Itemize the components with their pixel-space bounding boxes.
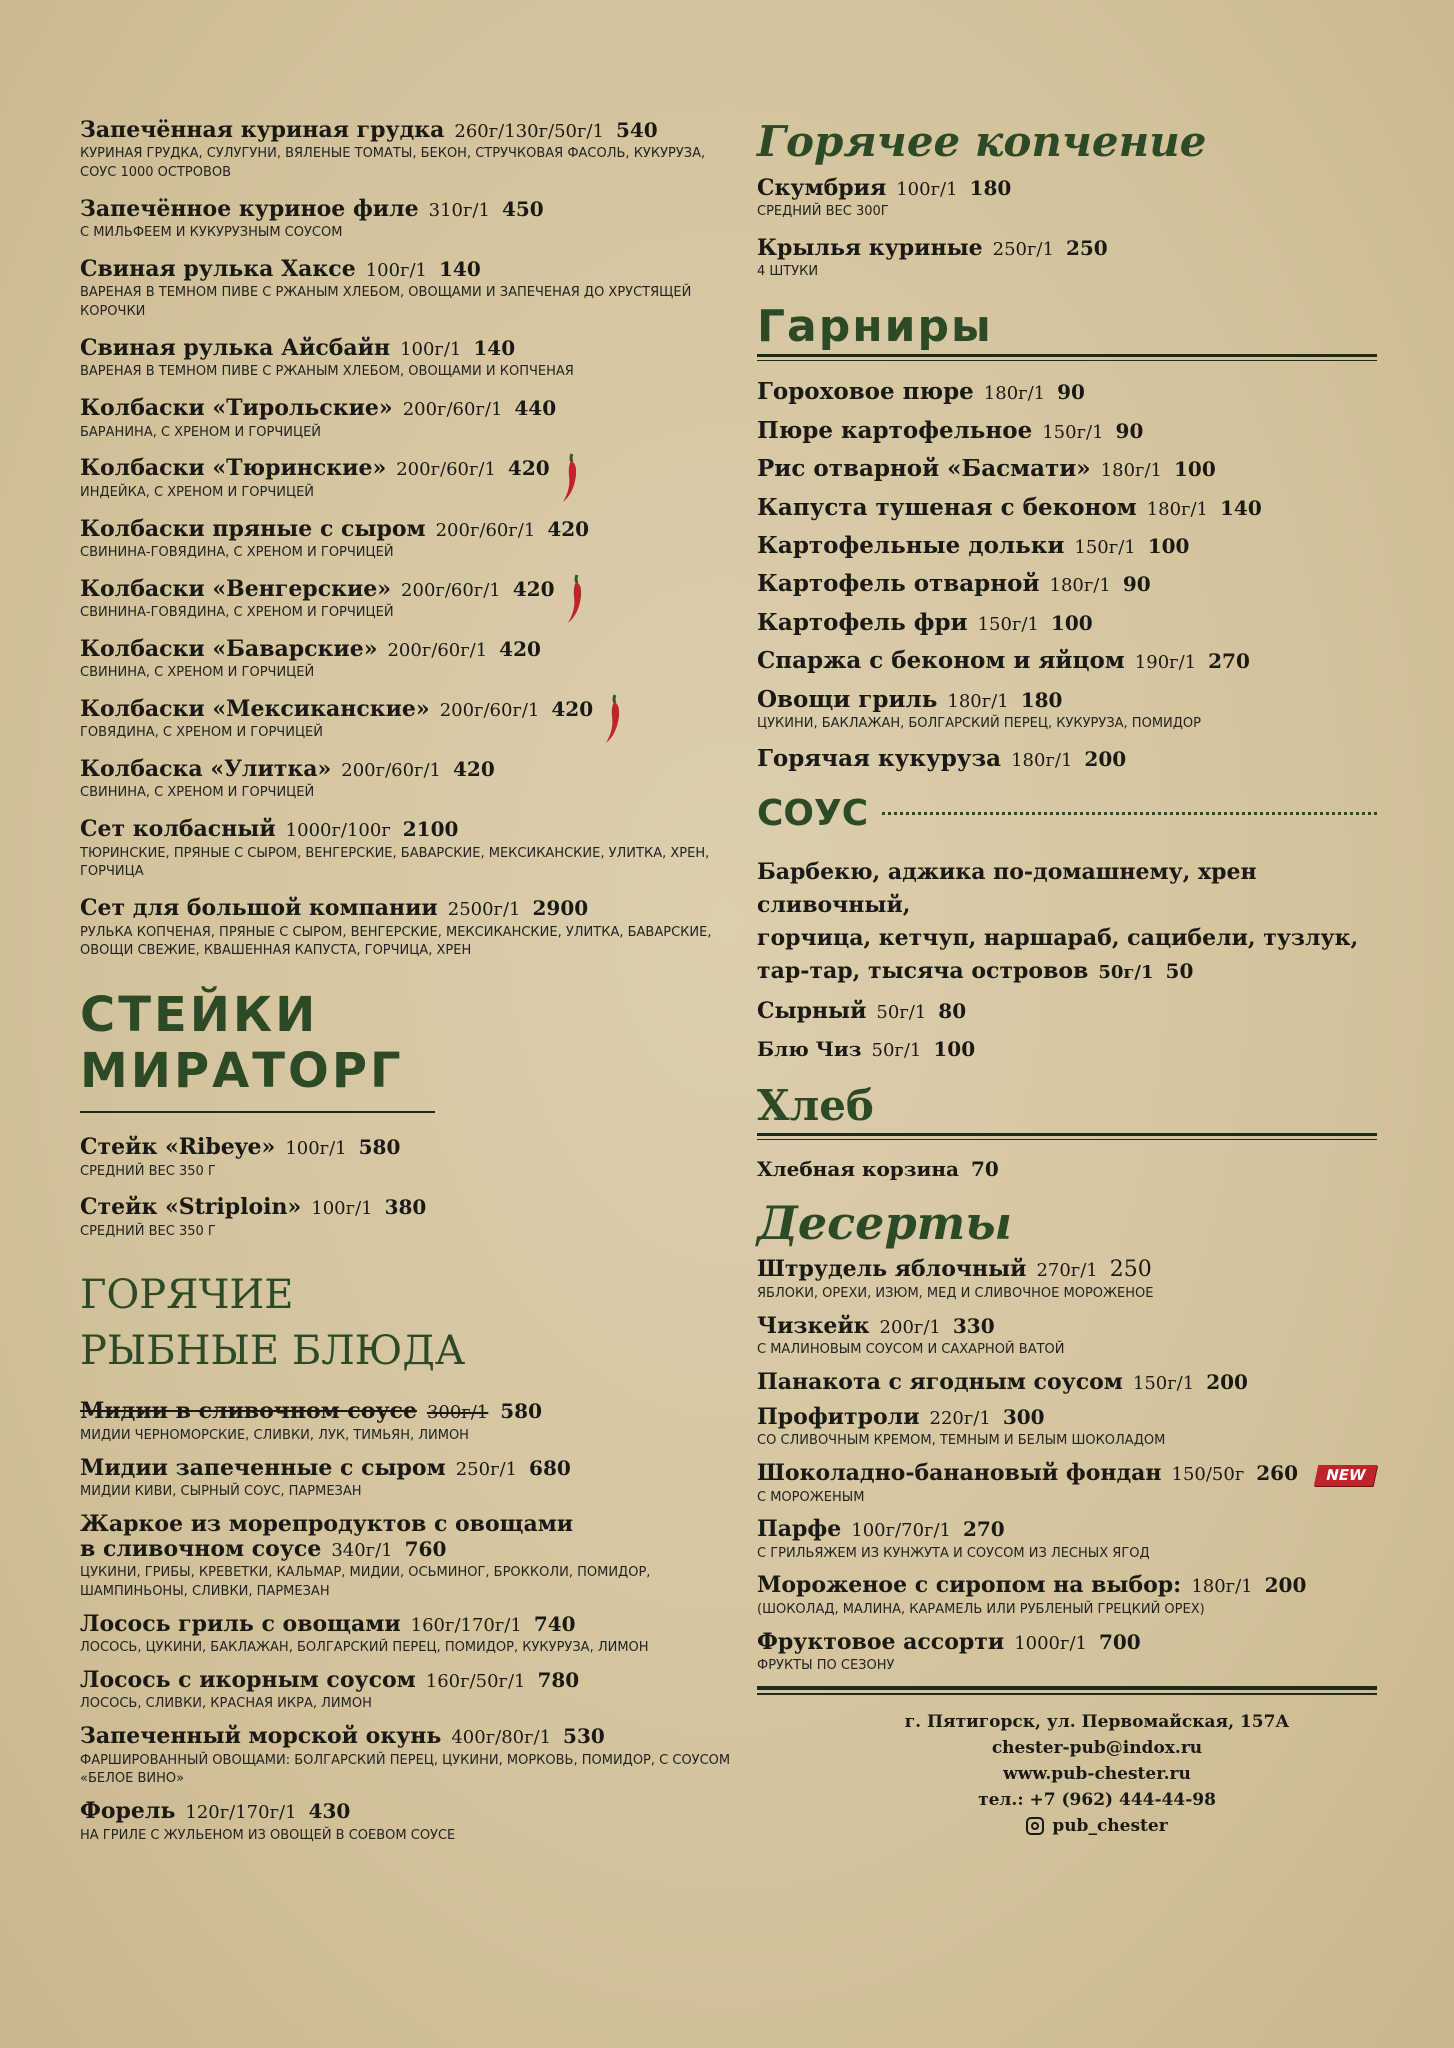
menu-item <box>80 757 740 803</box>
item-description: СРЕДНИЙ ВЕС 350 Г <box>80 1223 216 1239</box>
item-price: 300 <box>1002 1405 1045 1430</box>
chili-pepper-icon <box>603 693 623 745</box>
item-name: Лосось с икорным соусом <box>80 1667 416 1694</box>
sauce-list-line: Барбекю, аджика по-домашнему, хрен сливочный, <box>757 858 1257 918</box>
item-weight: 150г/1 <box>977 613 1039 635</box>
section-divider <box>757 354 1377 361</box>
item-name: Стейк «Striploin» <box>80 1194 302 1221</box>
item-price: 580 <box>358 1135 401 1160</box>
item-description: КУРИНАЯ ГРУДКА, СУЛУГУНИ, ВЯЛЕНЫЕ ТОМАТЫ, БЕКОН, СТРУЧКОВАЯ ФАСОЛЬ, КУКУРУЗА, СОУС 1000 ОСТРОВОВ <box>80 146 706 181</box>
website-link[interactable]: www.pub-chester.ru <box>1003 1763 1191 1784</box>
item-weight: 2500г/1 <box>447 899 521 921</box>
section-title-garnish: Гарниры <box>757 301 993 353</box>
chili-pepper-icon <box>560 452 580 504</box>
item-price: 100 <box>933 1036 976 1061</box>
item-weight: 100г/70г/1 <box>851 1520 951 1542</box>
item-price: 260 <box>1256 1461 1299 1486</box>
item-name: Свиная рулька Хаксе <box>80 256 356 283</box>
contact-footer <box>757 1709 1377 1839</box>
item-weight: 200г/60г/1 <box>401 579 501 601</box>
item-weight: 50г/1 <box>876 1001 927 1023</box>
item-description: МИДИИ ЧЕРНОМОРСКИЕ, СЛИВКИ, ЛУК, ТИМЬЯН, ЛИМОН <box>80 1427 469 1443</box>
menu-item <box>80 1799 740 1845</box>
item-name: Панакота с ягодным соусом <box>757 1368 1123 1395</box>
menu-item <box>757 236 1377 282</box>
section-title-line: СТЕЙКИ <box>80 987 319 1044</box>
menu-item <box>80 1724 740 1789</box>
menu-item <box>757 648 1377 674</box>
item-price: 380 <box>384 1195 427 1220</box>
item-weight: 160г/50г/1 <box>425 1671 526 1693</box>
sauce-list-line: горчица, кетчуп, наршараб, сацибели, тузлук, <box>757 924 1359 951</box>
item-name: Колбаска «Улитка» <box>80 756 332 783</box>
item-name: Колбаски «Тирольские» <box>80 395 393 422</box>
item-description: ЦУКИНИ, ГРИБЫ, КРЕВЕТКИ, КАЛЬМАР, МИДИИ, ОСЬМИНОГ, БРОККОЛИ, ПОМИДОР, ШАМПИНЬОНЫ, СЛИВКИ, ПАРМЕЗАН <box>80 1565 651 1600</box>
menu-item <box>80 396 740 442</box>
sauce-list-line: тар-тар, тысяча островов <box>757 957 1089 984</box>
section-divider <box>757 1133 1377 1140</box>
item-name: Колбаски «Баварские» <box>80 635 378 662</box>
item-name: Чизкейк <box>757 1312 870 1339</box>
item-description: ИНДЕЙКА, С ХРЕНОМ И ГОРЧИЦЕЙ <box>80 484 315 500</box>
item-weight: 50г/1 <box>871 1039 922 1061</box>
item-name: Скумбрия <box>757 175 887 201</box>
menu-item <box>80 817 740 882</box>
item-price: 100 <box>1050 610 1093 635</box>
item-weight: 180г/1 <box>1011 750 1073 772</box>
menu-item <box>757 533 1377 559</box>
item-weight: 150г/1 <box>1074 537 1136 559</box>
item-price: 330 <box>952 1313 995 1338</box>
menu-item <box>757 746 1377 772</box>
item-description: ЯБЛОКИ, ОРЕХИ, ИЗЮМ, МЕД И СЛИВОЧНОЕ МОРОЖЕНОЕ <box>757 1285 1154 1301</box>
menu-item <box>80 118 740 183</box>
address: г. Пятигорск, ул. Первомайская, 157А <box>904 1711 1290 1732</box>
item-weight: 180г/1 <box>1146 498 1209 520</box>
menu-item <box>757 1630 1377 1676</box>
menu-item <box>80 1135 740 1181</box>
item-name: Шоколадно-банановый фондан <box>757 1460 1162 1487</box>
item-price: 420 <box>551 696 594 721</box>
item-weight: 50г/1 <box>1098 961 1154 983</box>
item-description: ВАРЕНАЯ В ТЕМНОМ ПИВЕ С РЖАНЫМ ХЛЕБОМ, ОВОЩАМИ И ЗАПЕЧЕНАЯ ДО ХРУСТЯЩЕЙ КОРОЧКИ <box>80 285 692 320</box>
section-title-text: СОУС <box>757 792 869 834</box>
item-price: 250 <box>1109 1257 1152 1283</box>
item-name: Спаржа с беконом и яйцом <box>757 647 1125 675</box>
item-weight: 270г/1 <box>1036 1260 1098 1282</box>
item-weight: 1000г/1 <box>1014 1632 1087 1654</box>
item-price: 580 <box>500 1399 543 1424</box>
item-weight: 180г/1 <box>1049 575 1111 597</box>
item-weight: 200г/60г/1 <box>387 639 488 661</box>
item-price: 780 <box>537 1668 580 1693</box>
item-price: 50 <box>1165 958 1194 983</box>
menu-item <box>80 1399 740 1445</box>
dotted-leader <box>882 812 1377 815</box>
item-description: СВИНИНА-ГОВЯДИНА, С ХРЕНОМ И ГОРЧИЦЕЙ <box>80 544 394 560</box>
menu-item <box>757 176 1377 222</box>
smoked-section <box>757 116 1377 282</box>
section-title-smoked: Горячее копчение <box>757 117 1207 166</box>
item-name: Хлебная корзина <box>757 1157 959 1182</box>
item-weight: 200г/60г/1 <box>396 459 496 481</box>
item-price: 540 <box>615 118 658 142</box>
item-description: ВАРЕНАЯ В ТЕМНОМ ПИВЕ С РЖАНЫМ ХЛЕБОМ, ОВОЩАМИ И КОПЧЕНАЯ <box>80 364 574 380</box>
item-name: Колбаски «Тюринские» <box>80 455 387 482</box>
item-weight: 190г/1 <box>1134 652 1197 674</box>
item-name: Капуста тушеная с беконом <box>757 493 1137 521</box>
item-price: 420 <box>452 757 495 782</box>
item-weight: 310г/1 <box>428 199 490 221</box>
item-weight: 160г/170г/1 <box>410 1615 522 1637</box>
menu-item <box>80 577 740 623</box>
steaks-section <box>80 987 740 1241</box>
item-description: ФРУКТЫ ПО СЕЗОНУ <box>757 1657 895 1673</box>
item-price: 700 <box>1098 1629 1141 1654</box>
item-weight: 250г/1 <box>455 1458 518 1480</box>
item-price: 420 <box>547 516 590 541</box>
item-name: Мидии запеченные с сыром <box>80 1454 446 1481</box>
menu-item <box>757 687 1377 734</box>
menu-item <box>757 610 1377 636</box>
item-price: 140 <box>1220 495 1262 520</box>
menu-item <box>757 1158 1377 1181</box>
item-name: Стейк «Ribeye» <box>80 1134 276 1161</box>
menu-item <box>757 418 1377 444</box>
item-price: 90 <box>1122 572 1151 597</box>
item-price: 200 <box>1084 747 1127 772</box>
left-column <box>80 118 740 1859</box>
item-name: Свиная рулька Айсбайн <box>80 335 391 362</box>
item-description: СО СЛИВОЧНЫМ КРЕМОМ, ТЕМНЫМ И БЕЛЫМ ШОКОЛАДОМ <box>757 1433 1166 1449</box>
item-price: 760 <box>404 1537 447 1562</box>
item-description: СВИНИНА, С ХРЕНОМ И ГОРЧИЦЕЙ <box>80 785 315 801</box>
item-weight: 100г/1 <box>365 260 428 282</box>
item-description: ФАРШИРОВАННЫЙ ОВОЩАМИ: БОЛГАРСКИЙ ПЕРЕЦ, ЦУКИНИ, МОРКОВЬ, ПОМИДОР, С СОУСОМ «БЕЛОЕ ВИНО» <box>80 1752 731 1787</box>
right-column <box>757 116 1377 1839</box>
menu-item <box>80 517 740 563</box>
item-price: 270 <box>1208 649 1250 674</box>
item-description: ЛОСОСЬ, СЛИВКИ, КРАСНАЯ ИКРА, ЛИМОН <box>80 1696 372 1712</box>
menu-item <box>80 456 740 502</box>
item-name: Лосось гриль с овощами <box>80 1611 401 1638</box>
item-description: ЛОСОСЬ, ЦУКИНИ, БАКЛАЖАН, БОЛГАРСКИЙ ПЕРЕЦ, ПОМИДОР, КУКУРУЗА, ЛИМОН <box>80 1640 649 1656</box>
item-weight: 340г/1 <box>331 1540 393 1562</box>
item-description: СВИНИНА-ГОВЯДИНА, С ХРЕНОМ И ГОРЧИЦЕЙ <box>80 604 394 620</box>
item-weight: 250г/1 <box>992 239 1054 261</box>
item-weight: 220г/1 <box>929 1408 991 1430</box>
item-name: Пюре картофельное <box>757 416 1033 444</box>
section-title-line: РЫБНЫЕ БЛЮДА <box>80 1328 466 1375</box>
item-name: в сливочном соусе <box>80 1536 322 1563</box>
menu-item <box>757 1461 1377 1507</box>
item-price: 200 <box>1206 1369 1248 1394</box>
fish-section <box>80 1267 740 1845</box>
item-weight: 180г/1 <box>1100 460 1162 482</box>
menu-item <box>80 257 740 322</box>
item-name: Запечённая куриная грудка <box>80 117 445 143</box>
menu-item <box>757 999 1377 1024</box>
item-name: Сет колбасный <box>80 816 276 843</box>
section-title-bread: Хлеб <box>757 1081 874 1131</box>
menu-item <box>757 1573 1377 1619</box>
item-weight: 180г/1 <box>1191 1576 1253 1598</box>
item-description: СРЕДНИЙ ВЕС 350 Г <box>80 1163 216 1179</box>
menu-item <box>757 1405 1377 1451</box>
garnish-section <box>757 302 1377 772</box>
item-price: 740 <box>533 1612 576 1637</box>
item-name: Рис отварной «Басмати» <box>757 455 1091 483</box>
section-title-line: МИРАТОРГ <box>80 1043 404 1100</box>
item-price: 420 <box>499 636 541 661</box>
item-weight: 200г/60г/1 <box>402 399 503 421</box>
section-title-sauce <box>757 793 1377 834</box>
item-name: Блю Чиз <box>757 1036 862 1061</box>
item-weight: 200г/60г/1 <box>341 760 441 782</box>
menu-item <box>80 1668 740 1714</box>
item-name: Горячая кукуруза <box>757 745 1002 773</box>
item-name: Овощи гриль <box>757 685 938 713</box>
item-price: 530 <box>563 1724 605 1749</box>
item-name: Мороженое с сиропом на выбор: <box>757 1572 1182 1599</box>
item-price: 430 <box>308 1799 351 1824</box>
item-name: Картофель отварной <box>757 570 1040 598</box>
item-name: Сет для большой компании <box>80 895 438 922</box>
item-description: МИДИИ КИВИ, СЫРНЫЙ СОУС, ПАРМЕЗАН <box>80 1483 362 1499</box>
item-price: 450 <box>501 196 544 221</box>
menu-item <box>757 571 1377 597</box>
menu-item <box>80 336 740 382</box>
item-description: (ШОКОЛАД, МАЛИНА, КАРАМЕЛЬ ИЛИ РУБЛЕНЫЙ ГРЕЦКИЙ ОРЕХ) <box>757 1601 1205 1617</box>
item-description: ЦУКИНИ, БАКЛАЖАН, БОЛГАРСКИЙ ПЕРЕЦ, КУКУРУЗА, ПОМИДОР <box>757 716 1201 732</box>
item-description: РУЛЬКА КОПЧЕНАЯ, ПРЯНЫЕ С СЫРОМ, ВЕНГЕРСКИЕ, МЕКСИКАНСКИЕ, УЛИТКА, БАВАРСКИЕ, ОВОЩИ СВЕЖИЕ, КВАШЕННАЯ КАПУСТА, ГОРЧИЦА, ХРЕН <box>80 924 712 959</box>
section-title-fish <box>80 1267 740 1379</box>
menu-item <box>757 379 1377 405</box>
item-description: С МАЛИНОВЫМ СОУСОМ И САХАРНОЙ ВАТОЙ <box>757 1341 1065 1357</box>
menu-item <box>757 1314 1377 1360</box>
menu-item <box>757 1370 1377 1395</box>
item-name: Сырный <box>757 997 867 1024</box>
section-divider <box>80 1111 435 1113</box>
item-weight: 180г/1 <box>947 690 1009 712</box>
item-description: СВИНИНА, С ХРЕНОМ И ГОРЧИЦЕЙ <box>80 665 315 681</box>
item-weight: 150г/1 <box>1042 421 1104 443</box>
item-name: Картофельные дольки <box>757 532 1065 560</box>
menu-item <box>80 1456 740 1502</box>
item-name: Форель <box>80 1798 176 1825</box>
item-weight: 150/50г <box>1171 1464 1245 1486</box>
item-description: ГОВЯДИНА, С ХРЕНОМ И ГОРЧИЦЕЙ <box>80 725 323 741</box>
menu-item <box>80 697 740 743</box>
item-weight: 1000г/100г <box>285 820 391 842</box>
item-weight: 200г/1 <box>879 1316 941 1338</box>
item-description: С ГРИЛЬЯЖЕМ ИЗ КУНЖУТА И СОУСОМ ИЗ ЛЕСНЫХ ЯГОД <box>757 1545 1150 1561</box>
item-description: СРЕДНИЙ ВЕС 300Г <box>757 204 889 220</box>
item-weight: 200г/60г/1 <box>439 699 540 721</box>
item-name: Запечённое куриное филе <box>80 195 419 222</box>
item-name: Гороховое пюре <box>757 378 974 406</box>
item-price: 90 <box>1115 418 1144 443</box>
item-name: Крылья куриные <box>757 235 983 262</box>
item-name: Колбаски «Венгерские» <box>80 575 392 602</box>
item-price: 200 <box>1264 1573 1307 1598</box>
menu-item <box>757 456 1377 482</box>
item-weight: 400г/80г/1 <box>451 1727 552 1749</box>
item-weight: 300г/1 <box>426 1402 489 1424</box>
menu-item <box>80 637 740 683</box>
item-name: Колбаски пряные с сыром <box>80 515 426 542</box>
bread-section <box>757 1081 1377 1181</box>
item-price: 180 <box>969 176 1012 200</box>
item-name: Фруктовое ассорти <box>757 1628 1005 1655</box>
item-weight: 260г/130г/50г/1 <box>454 121 604 142</box>
item-description: ТЮРИНСКИЕ, ПРЯНЫЕ С СЫРОМ, ВЕНГЕРСКИЕ, БАВАРСКИЕ, МЕКСИКАНСКИЕ, УЛИТКА, ХРЕН, ГОРЧИЦА <box>80 845 710 880</box>
item-weight: 200г/60г/1 <box>435 519 536 541</box>
email-link[interactable]: chester-pub@indox.ru <box>991 1737 1203 1758</box>
menu-item <box>80 896 740 961</box>
section-title-line: ГОРЯЧИЕ <box>80 1272 294 1319</box>
item-price: 250 <box>1065 236 1108 261</box>
item-price: 140 <box>473 336 516 361</box>
item-weight: 100г/1 <box>311 1198 373 1220</box>
item-name: Профитроли <box>757 1404 920 1431</box>
item-description: НА ГРИЛЕ С ЖУЛЬЕНОМ ИЗ ОВОЩЕЙ В СОЕВОМ СОУСЕ <box>80 1827 456 1843</box>
chili-pepper-icon <box>565 573 585 625</box>
item-price: 80 <box>938 998 967 1023</box>
desserts-section <box>757 1195 1377 1675</box>
item-description: С МИЛЬФЕЕМ И КУКУРУЗНЫМ СОУСОМ <box>80 225 343 241</box>
new-badge: NEW <box>1314 1465 1378 1486</box>
item-name: Жаркое из морепродуктов с овощами <box>80 1510 574 1537</box>
item-name: Парфе <box>757 1516 842 1543</box>
menu-item <box>757 1257 1377 1303</box>
footer-divider <box>757 1686 1377 1695</box>
item-price: 90 <box>1057 380 1085 405</box>
item-weight: 150г/1 <box>1132 1372 1195 1394</box>
instagram-link[interactable] <box>817 1813 1377 1839</box>
item-price: 100 <box>1173 457 1216 482</box>
menu-item <box>757 495 1377 521</box>
item-price: 100 <box>1147 534 1190 559</box>
item-weight: 100г/1 <box>285 1138 347 1160</box>
section-title-desserts: Десерты <box>757 1196 1013 1251</box>
item-price: 270 <box>962 1517 1005 1542</box>
menu-item <box>80 1612 740 1658</box>
item-description: С МОРОЖЕНЫМ <box>757 1489 865 1505</box>
menu-item <box>80 197 740 243</box>
item-name: Запеченный морской окунь <box>80 1723 442 1750</box>
item-price: 420 <box>507 456 550 481</box>
item-price: 180 <box>1020 687 1063 712</box>
item-name: Колбаски «Мексиканские» <box>80 695 430 722</box>
item-price: 2100 <box>402 817 459 842</box>
item-price: 440 <box>514 396 557 421</box>
item-weight: 100г/1 <box>400 339 462 361</box>
menu-item <box>80 1512 740 1602</box>
menu-item <box>757 1038 1377 1062</box>
instagram-icon <box>1026 1817 1044 1835</box>
instagram-handle: pub_chester <box>1052 1815 1168 1836</box>
item-weight: 120г/170г/1 <box>185 1802 297 1824</box>
item-description: БАРАНИНА, С ХРЕНОМ И ГОРЧИЦЕЙ <box>80 424 322 440</box>
menu-item <box>80 1195 740 1241</box>
item-price: 140 <box>439 257 481 282</box>
sauce-section <box>757 793 1377 1062</box>
item-price: 70 <box>970 1157 999 1182</box>
item-name: Картофель фри <box>757 608 968 636</box>
item-name: Мидии в сливочном соусе <box>80 1398 417 1425</box>
item-price: 420 <box>512 576 555 601</box>
item-weight: 180г/1 <box>983 383 1046 405</box>
item-price: 2900 <box>532 896 589 921</box>
item-name: Штрудель яблочный <box>757 1256 1027 1283</box>
menu-item <box>757 1517 1377 1563</box>
sauce-list <box>757 856 1377 989</box>
item-description: 4 ШТУКИ <box>757 264 819 280</box>
item-price: 680 <box>529 1455 571 1480</box>
phone: тел.: +7 (962) 444-44-98 <box>978 1789 1216 1810</box>
section-title-steaks <box>80 987 740 1099</box>
item-weight: 100г/1 <box>896 179 958 200</box>
